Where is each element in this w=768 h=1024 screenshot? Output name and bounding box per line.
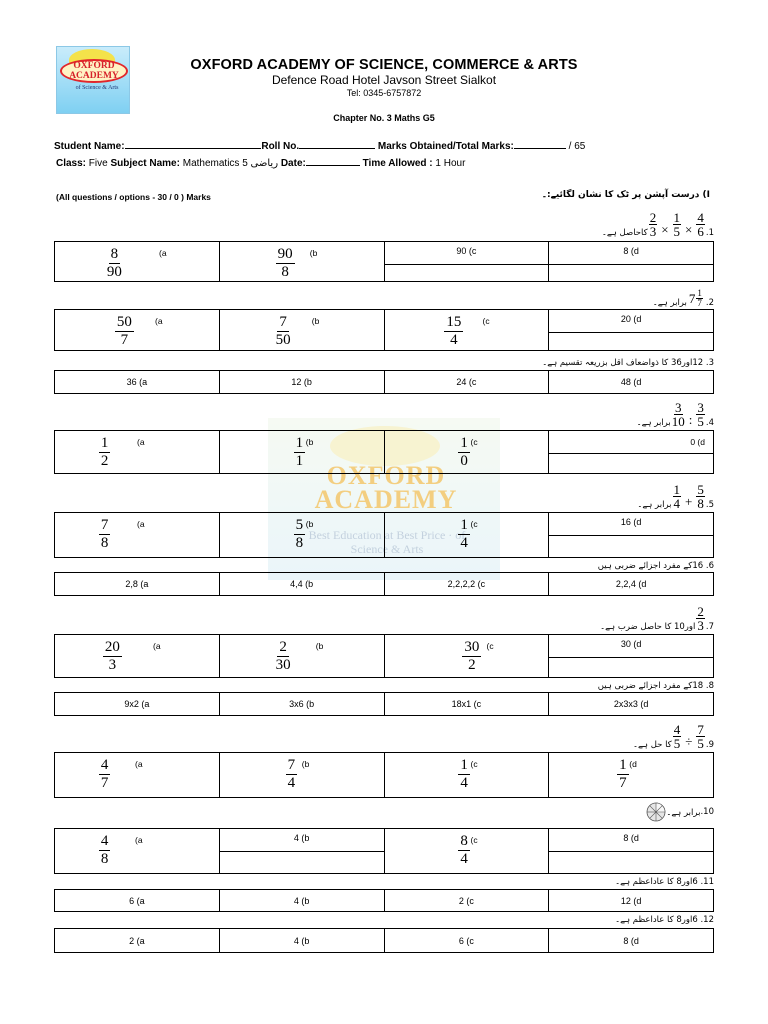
- question-4: [637, 396, 714, 428]
- option-b[interactable]: $\frac{2}{30}$ (b: [219, 635, 384, 678]
- option-a[interactable]: $\frac{8}{90}$ (a: [55, 242, 220, 282]
- option-d[interactable]: 12 (d: [549, 890, 714, 912]
- roll-no-field[interactable]: [299, 139, 375, 149]
- options-q7: [54, 634, 714, 678]
- section-marks: (All questions / options - 30 / 0 ) Marks: [56, 192, 211, 202]
- question-8: [598, 680, 714, 691]
- question-11: [615, 876, 714, 887]
- fraction: $\frac{5}{8}$: [697, 482, 704, 511]
- marks-total: / 65: [568, 141, 586, 152]
- option-a[interactable]: $\frac{4}{8}$ (a: [55, 829, 220, 874]
- option-d[interactable]: 2x3x3 (d: [549, 693, 714, 716]
- question-2: [653, 286, 714, 308]
- section-instruction: I) درست آپشن پر ٹک کا نشان لگائیے:۔: [541, 190, 710, 200]
- option-b[interactable]: $\frac{1}{1}$ (b: [219, 431, 384, 474]
- option-b[interactable]: $\frac{7}{4}$ (b: [219, 753, 384, 798]
- options-q3: [54, 370, 714, 394]
- fraction: $\frac{1}{4}$: [673, 482, 681, 511]
- question-number: 6.: [705, 561, 714, 571]
- question-number: 1.: [705, 228, 714, 238]
- question-7: [600, 598, 714, 632]
- question-text: برابر ہے۔: [652, 298, 687, 308]
- question-number: 9.: [705, 740, 714, 750]
- roll-no-label: Roll No.: [261, 141, 300, 152]
- operator: ×: [661, 222, 669, 237]
- option-c[interactable]: $\frac{1}{4}$ (c: [384, 753, 549, 798]
- school-telephone: Tel: 0345-6757872: [346, 88, 422, 98]
- option-d[interactable]: 30 (d: [549, 635, 714, 678]
- question-text: برابر ہے۔: [637, 500, 672, 510]
- option-a[interactable]: $\frac{7}{8}$ (a: [55, 513, 220, 558]
- fraction: $\frac{4}{5}$: [673, 722, 681, 751]
- option-b[interactable]: 12 (b: [219, 371, 384, 394]
- option-c[interactable]: $\frac{1}{0}$ (c: [384, 431, 549, 474]
- date-label: Date:: [280, 158, 306, 169]
- question-6: [598, 560, 714, 571]
- option-c[interactable]: 18x1 (c: [384, 693, 549, 716]
- question-9: [633, 718, 714, 750]
- question-number: 5.: [705, 500, 714, 510]
- question-12: [615, 914, 714, 925]
- question-text: 12اور36 کا ذواضعاف اقل بزریعہ تقسیم ہے۔: [542, 358, 704, 368]
- options-q6: [54, 572, 714, 596]
- question-1: [602, 208, 714, 238]
- question-number: 8.: [705, 681, 714, 691]
- question-number: 11.: [700, 877, 714, 887]
- option-a[interactable]: $\frac{4}{7}$ (a: [55, 753, 220, 798]
- option-a[interactable]: $\frac{50}{7}$ (a: [55, 310, 220, 351]
- option-b[interactable]: $\frac{90}{8}$ (b: [219, 242, 384, 282]
- options-q1: [54, 241, 714, 282]
- subject-label: Subject Name:: [110, 158, 180, 169]
- option-c[interactable]: 6 (c: [384, 929, 549, 953]
- option-b[interactable]: 3x6 (b: [219, 693, 384, 716]
- question-text: کاحاصل ہے۔: [601, 228, 648, 238]
- question-text: 16کے مفرد اجزائے ضربی ہیں: [597, 561, 704, 571]
- option-b[interactable]: 4 (b: [219, 890, 384, 912]
- option-d[interactable]: 8 (d: [549, 829, 714, 874]
- question-number: 12.: [700, 915, 714, 925]
- option-a[interactable]: $\frac{1}{2}$ (a: [55, 431, 220, 474]
- fraction: $\frac{3}{10}$: [671, 400, 685, 429]
- operator: :: [688, 412, 693, 427]
- option-c[interactable]: 90 (c: [384, 242, 549, 282]
- fraction: $\frac{2}{3}$: [649, 210, 657, 239]
- options-q5: [54, 512, 714, 558]
- mixed-number: 7 $\frac{1}{7}$: [688, 288, 702, 308]
- question-text: 18کے مفرد اجزائے ضربی ہیں: [597, 681, 704, 691]
- option-a[interactable]: 6 (a: [55, 890, 220, 912]
- option-b[interactable]: 4 (b: [219, 829, 384, 874]
- operator: ×: [685, 222, 693, 237]
- question-text: اور10 کا حاصل ضرب ہے۔: [600, 622, 696, 632]
- option-c[interactable]: 2 (c: [384, 890, 549, 912]
- question-text: برابر ہے۔: [636, 418, 671, 428]
- options-q2: [54, 309, 714, 351]
- fraction: $\frac{1}{5}$: [673, 210, 681, 239]
- option-d[interactable]: 0 (d: [549, 431, 714, 474]
- options-q12: [54, 928, 714, 953]
- option-a[interactable]: 2,8 (a: [55, 573, 220, 596]
- option-d[interactable]: 48 (d: [549, 371, 714, 394]
- student-name-label: Student Name:: [54, 141, 125, 152]
- logo-subtext: of Science & Arts: [75, 85, 119, 91]
- time-label: Time Allowed :: [362, 158, 433, 169]
- student-info-row: [54, 139, 714, 152]
- student-name-field[interactable]: [125, 139, 261, 149]
- option-b[interactable]: 4 (b: [219, 929, 384, 953]
- logo-text: OXFORD ACADEMY: [60, 59, 128, 83]
- operator: +: [685, 494, 693, 509]
- option-d[interactable]: 8 (d: [549, 929, 714, 953]
- fraction: $\frac{4}{6}$: [697, 210, 704, 239]
- option-c[interactable]: $\frac{15}{4}$ (c: [384, 310, 549, 351]
- question-10: [646, 800, 714, 824]
- time-value: 1 Hour: [435, 158, 466, 169]
- question-number: 2.: [705, 298, 714, 308]
- operator: ÷: [685, 734, 693, 749]
- option-d[interactable]: 8 (d: [549, 242, 714, 282]
- options-q11: [54, 889, 714, 912]
- subject-value: Mathematics 5 ریاضی: [182, 158, 279, 169]
- option-c[interactable]: 24 (c: [384, 371, 549, 394]
- question-number: 7.: [705, 622, 714, 632]
- option-c[interactable]: 2,2,2,2 (c: [384, 573, 549, 596]
- question-text: برابر ہے۔: [666, 807, 701, 818]
- option-a[interactable]: 9x2 (a: [55, 693, 220, 716]
- watermark-subtext: Best Education at Best Price · of Science & Arts: [308, 528, 466, 556]
- fraction: $\frac{3}{5}$: [697, 400, 704, 429]
- marks-label: Marks Obtained/Total Marks:: [377, 141, 514, 152]
- question-text: 6اور8 کا عاداعظم ہے۔: [615, 915, 698, 925]
- marks-obtained-field[interactable]: [514, 139, 566, 149]
- question-number: 10.: [700, 807, 714, 817]
- chapter-title: Chapter No. 3 Maths G5: [333, 113, 435, 123]
- fraction: $\frac{7}{5}$: [697, 722, 704, 751]
- fraction-circle-icon: [646, 802, 666, 822]
- option-c[interactable]: $\frac{1}{4}$ (c: [384, 513, 549, 558]
- watermark-text: OXFORD ACADEMY: [314, 461, 458, 514]
- option-d[interactable]: $\frac{1}{7}$ (d: [549, 753, 714, 798]
- option-d[interactable]: 2,2,4 (d: [549, 573, 714, 596]
- options-q4: [54, 430, 714, 474]
- date-field[interactable]: [306, 156, 360, 166]
- school-address: Defence Road Hotel Javson Street Sialkot: [271, 73, 497, 87]
- option-b[interactable]: $\frac{5}{8}$ (b: [219, 513, 384, 558]
- options-q9: [54, 752, 714, 798]
- question-number: 3.: [705, 358, 714, 368]
- question-5: [637, 478, 714, 510]
- options-q8: [54, 692, 714, 716]
- option-c[interactable]: $\frac{30}{2}$ (c: [384, 635, 549, 678]
- option-b[interactable]: $\frac{7}{50}$ (b: [219, 310, 384, 351]
- options-q10: [54, 828, 714, 874]
- school-name: OXFORD ACADEMY OF SCIENCE, COMMERCE & ARTS: [190, 57, 578, 73]
- option-c[interactable]: $\frac{8}{4}$ (c: [384, 829, 549, 874]
- option-a[interactable]: $\frac{20}{3}$ (a: [55, 635, 220, 678]
- class-info-row: [56, 156, 716, 169]
- option-d[interactable]: 16 (d: [549, 513, 714, 558]
- option-a[interactable]: 36 (a: [55, 371, 220, 394]
- school-logo: [56, 46, 130, 114]
- class-label: Class:: [56, 158, 87, 169]
- option-b[interactable]: 4,4 (b: [219, 573, 384, 596]
- question-3: [542, 357, 714, 368]
- question-number: 4.: [705, 418, 714, 428]
- option-d[interactable]: 20 (d: [549, 310, 714, 351]
- question-text: 6اور8 کا عاداعظم ہے۔: [615, 877, 698, 887]
- question-text: کا حل ہے۔: [633, 740, 672, 750]
- fraction: $\frac{2}{3}$: [697, 604, 704, 633]
- class-value: Five: [88, 158, 108, 169]
- option-a[interactable]: 2 (a: [55, 929, 220, 953]
